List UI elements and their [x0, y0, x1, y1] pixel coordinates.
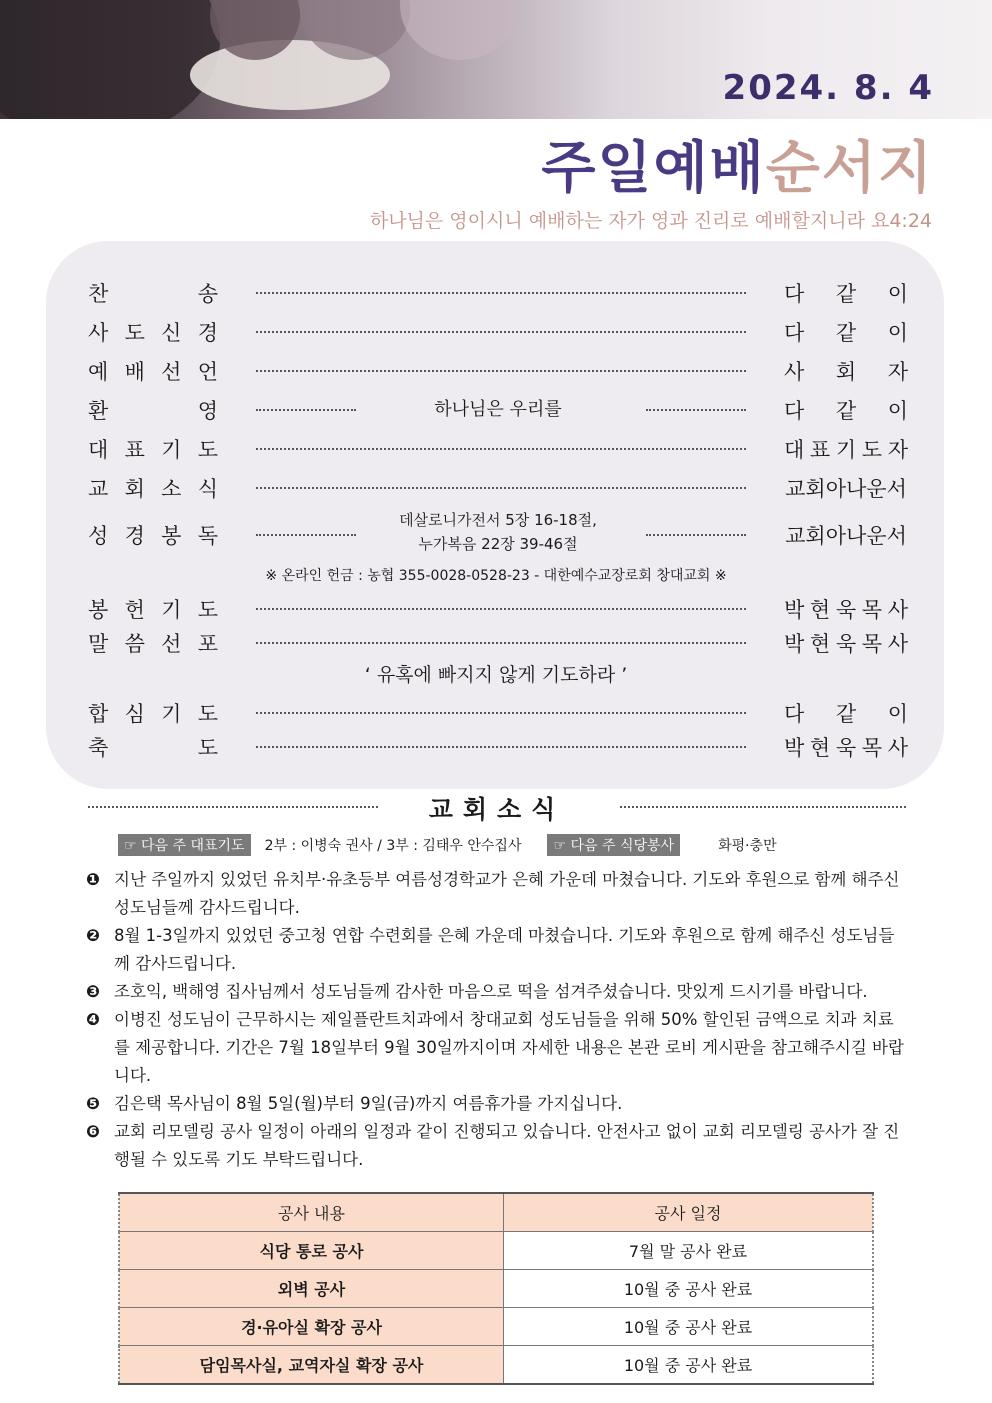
- dotted-leader: [256, 534, 356, 536]
- order-label: [88, 628, 218, 658]
- order-leader-char: 목: [861, 632, 883, 656]
- order-leader: [784, 520, 908, 550]
- order-label-char: 합: [88, 702, 109, 726]
- order-label-char: 독: [197, 524, 218, 548]
- dotted-leader: [256, 746, 746, 748]
- notice-text: 지난 주일까지 있었던 유치부·유초등부 여름성경학교가 은혜 가운데 마쳤습니다. 기도와 후원으로 함께 해주신 성도님들께 감사드립니다.: [114, 870, 900, 917]
- work-cell: 외벽 공사: [119, 1270, 504, 1308]
- news-header: [88, 792, 906, 822]
- work-cell: 경·유아실 확장 공사: [119, 1308, 504, 1346]
- order-label: [88, 698, 218, 728]
- dotted-leader: [256, 370, 746, 372]
- next-prayer-tag: ☞ 다음 주 대표기도: [118, 834, 251, 856]
- order-leader: [784, 434, 908, 464]
- order-leader-char: 사: [887, 598, 908, 622]
- next-meal-text: 화평·충만: [718, 838, 777, 854]
- dotted-leader: [256, 487, 746, 489]
- order-leader-char: 사: [887, 632, 908, 656]
- order-label: [88, 594, 218, 624]
- construction-schedule-table: [118, 1192, 874, 1385]
- order-label-char: 도: [197, 438, 218, 462]
- order-label-char: 도: [197, 736, 218, 760]
- table-row: [119, 1346, 873, 1385]
- notice-number: ❶: [86, 870, 100, 889]
- order-leader: [784, 698, 908, 728]
- order-leader-char: 욱: [835, 632, 857, 656]
- order-label-char: 사: [88, 321, 109, 345]
- online-offering-info: ※ 온라인 헌금 : 농협 355-0028-0528-23 - 대한예수교장로회 창대교회 ※: [265, 568, 727, 584]
- dotted-leader: [646, 534, 746, 536]
- order-leader-char: 이: [887, 282, 908, 306]
- date-cell: 10월 중 공사 완료: [504, 1270, 874, 1308]
- order-leader: [784, 628, 908, 658]
- order-leader-char: 다: [784, 702, 805, 726]
- order-leader: [784, 317, 908, 347]
- notice-text: 교회 리모델링 공사 일정이 아래의 일정과 같이 진행되고 있습니다. 안전사고 없이 교회 리모델링 공사가 잘 진행될 수 있도록 기도 부탁드립니다.: [114, 1122, 900, 1169]
- order-label-char: 축: [88, 736, 109, 760]
- order-label-char: 도: [197, 702, 218, 726]
- order-row: [88, 698, 910, 728]
- news-title: 교회소식: [428, 795, 566, 824]
- order-label-char: 말: [88, 632, 109, 656]
- order-leader-char: 자: [887, 360, 908, 384]
- order-row: [88, 356, 910, 386]
- order-label-char: 교: [88, 477, 109, 501]
- order-leader-char: 이: [887, 321, 908, 345]
- order-label-char: 환: [88, 399, 109, 423]
- order-label-char: 대: [88, 438, 109, 462]
- list-item: [86, 1118, 906, 1174]
- order-label-char: 헌: [124, 598, 145, 622]
- notice-text: 이병진 성도님이 근무하시는 제일플란트치과에서 창대교회 성도님들을 위해 50% 할인된 금액으로 치과 치료를 제공합니다. 기간은 7월 18일부터 9월 30일까지이며 자세한 내용은 본관 로비 게시판을 참고해주시길 바랍니다.: [114, 1010, 904, 1085]
- order-leader-char: 교회아나운서: [785, 477, 907, 501]
- theme-verse: 하나님은 영이시니 예배하는 자가 영과 진리로 예배할지니라 요4:24: [369, 210, 932, 232]
- order-label-char: 기: [161, 438, 182, 462]
- order-leader-char: 목: [861, 598, 883, 622]
- order-leader: [784, 278, 908, 308]
- order-label-char: 도: [197, 598, 218, 622]
- order-label: [88, 356, 218, 386]
- date-cell: 10월 중 공사 완료: [504, 1308, 874, 1346]
- dotted-leader: [256, 712, 746, 714]
- order-leader-char: 회: [835, 360, 857, 384]
- order-row: [88, 628, 910, 658]
- sermon-title: ‘ 유혹에 빠지지 않게 기도하라 ’: [364, 664, 628, 686]
- order-leader-char: 현: [809, 632, 831, 656]
- order-leader: [784, 356, 908, 386]
- order-label-char: 영: [197, 399, 218, 423]
- order-label: [88, 732, 218, 762]
- order-row: [88, 278, 910, 308]
- order-leader-char: 목: [861, 736, 883, 760]
- order-leader: [784, 395, 908, 425]
- order-label-char: 씀: [124, 632, 145, 656]
- order-leader-char: 현: [809, 598, 831, 622]
- order-leader-char: 욱: [835, 598, 857, 622]
- dotted-leader: [256, 331, 746, 333]
- order-leader-char: 같: [835, 399, 857, 423]
- order-leader-char: 다: [784, 282, 805, 306]
- order-label-char: 선: [161, 632, 182, 656]
- notice-list: [86, 866, 906, 1174]
- table-header-row: [119, 1193, 873, 1232]
- order-label-char: 송: [197, 282, 218, 306]
- order-label-char: 성: [88, 524, 109, 548]
- notice-text: 김은택 목사님이 8월 5일(월)부터 9일(금)까지 여름휴가를 가지십니다.: [114, 1094, 623, 1113]
- list-item: [86, 922, 906, 978]
- table-row: [119, 1308, 873, 1346]
- notice-number: ❹: [86, 1010, 100, 1029]
- order-row: [88, 594, 910, 624]
- order-label-char: 예: [88, 360, 109, 384]
- order-leader-char: 박: [784, 736, 805, 760]
- order-label: [88, 473, 218, 503]
- notice-number: ❷: [86, 926, 100, 945]
- order-label: [88, 395, 218, 425]
- dotted-leader: [256, 409, 356, 411]
- order-label-char: 기: [161, 598, 182, 622]
- order-middle-text: 하나님은 우리를: [434, 399, 562, 420]
- list-item: [86, 1090, 906, 1118]
- list-item: [86, 866, 906, 922]
- order-label: [88, 520, 218, 550]
- next-week-duties: [118, 834, 777, 856]
- header-work: 공사 내용: [119, 1193, 504, 1232]
- order-leader-char: 표: [809, 438, 831, 462]
- order-leader-char: 사: [784, 360, 805, 384]
- order-label-char: 경: [124, 524, 145, 548]
- order-middle-text: [368, 508, 628, 556]
- order-row: [88, 317, 910, 347]
- date-cell: 7월 말 공사 완료: [504, 1232, 874, 1270]
- order-label: [88, 317, 218, 347]
- order-leader-char: 박: [784, 598, 805, 622]
- order-leader-char: 자: [887, 438, 908, 462]
- header-date: 공사 일정: [504, 1193, 874, 1232]
- order-leader-char: 다: [784, 321, 805, 345]
- order-label-char: 봉: [88, 598, 109, 622]
- dotted-leader: [256, 448, 746, 450]
- order-label-char: 심: [124, 702, 145, 726]
- order-label-char: 식: [197, 477, 218, 501]
- dotted-leader: [646, 409, 746, 411]
- date-cell: 10월 중 공사 완료: [504, 1346, 874, 1385]
- order-row: [88, 732, 910, 762]
- order-row: [88, 395, 910, 425]
- table-row: [119, 1270, 873, 1308]
- work-cell: 식당 통로 공사: [119, 1232, 504, 1270]
- order-leader: [784, 732, 908, 762]
- order-leader-char: 도: [861, 438, 883, 462]
- next-meal-tag: ☞ 다음 주 식당봉사: [547, 834, 680, 856]
- order-label-char: 기: [161, 702, 182, 726]
- notice-text: 8월 1-3일까지 있었던 중고청 연합 수련회를 은혜 가운데 마쳤습니다. 기도와 후원으로 함께 해주신 성도님들께 감사드립니다.: [114, 926, 895, 973]
- order-leader-char: 기: [835, 438, 857, 462]
- order-label-char: 선: [161, 360, 182, 384]
- list-item: [86, 1006, 906, 1090]
- table-row: [119, 1232, 873, 1270]
- order-label-char: 봉: [161, 524, 182, 548]
- order-leader-char: 현: [809, 736, 831, 760]
- notice-number: ❻: [86, 1122, 100, 1141]
- order-row: [88, 473, 910, 503]
- work-cell: 담임목사실, 교역자실 확장 공사: [119, 1346, 504, 1385]
- order-leader-char: 박: [784, 632, 805, 656]
- order-label-char: 도: [124, 321, 145, 345]
- order-row: [88, 511, 910, 553]
- order-leader: [784, 473, 908, 503]
- order-label-char: 찬: [88, 282, 109, 306]
- order-label-char: 배: [124, 360, 145, 384]
- order-label-char: 회: [124, 477, 145, 501]
- service-date: 2024. 8. 4: [722, 68, 934, 108]
- notice-text: 조호익, 백해영 집사님께서 성도님들께 감사한 마음으로 떡을 섬겨주셨습니다. 맛있게 드시기를 바랍니다.: [114, 982, 868, 1001]
- order-leader-char: 같: [835, 321, 857, 345]
- dotted-leader: [256, 642, 746, 644]
- scripture-line: 데살로니가전서 5장 16-18절,: [399, 511, 597, 529]
- order-leader-char: 이: [887, 399, 908, 423]
- order-leader-char: 교회아나운서: [785, 524, 907, 548]
- notice-number: ❺: [86, 1094, 100, 1113]
- order-label-char: 경: [197, 321, 218, 345]
- order-leader-char: 같: [835, 282, 857, 306]
- page-title: [541, 124, 934, 204]
- notice-number: ❸: [86, 982, 100, 1001]
- title-part2: 순서지: [765, 136, 934, 201]
- dotted-leader: [256, 292, 746, 294]
- order-leader-char: 다: [784, 399, 805, 423]
- divider-right: [620, 806, 906, 808]
- order-label: [88, 434, 218, 464]
- title-part1: 주일예배: [541, 136, 766, 201]
- order-label-char: 신: [161, 321, 182, 345]
- order-label-char: 포: [197, 632, 218, 656]
- order-leader-char: 욱: [835, 736, 857, 760]
- order-label: [88, 278, 218, 308]
- list-item: [86, 978, 906, 1006]
- order-label-char: 소: [161, 477, 182, 501]
- order-leader-char: 사: [887, 736, 908, 760]
- order-leader-char: 같: [835, 702, 857, 726]
- order-row: [88, 434, 910, 464]
- order-label-char: 언: [197, 360, 218, 384]
- order-label-char: 표: [124, 438, 145, 462]
- next-prayer-text: 2부 : 이병숙 권사 / 3부 : 김태우 안수집사: [264, 838, 522, 854]
- order-leader-char: 이: [887, 702, 908, 726]
- scripture-line: 누가복음 22장 39-46절: [418, 535, 578, 553]
- dotted-leader: [256, 608, 746, 610]
- order-leader-char: 대: [784, 438, 805, 462]
- order-leader: [784, 594, 908, 624]
